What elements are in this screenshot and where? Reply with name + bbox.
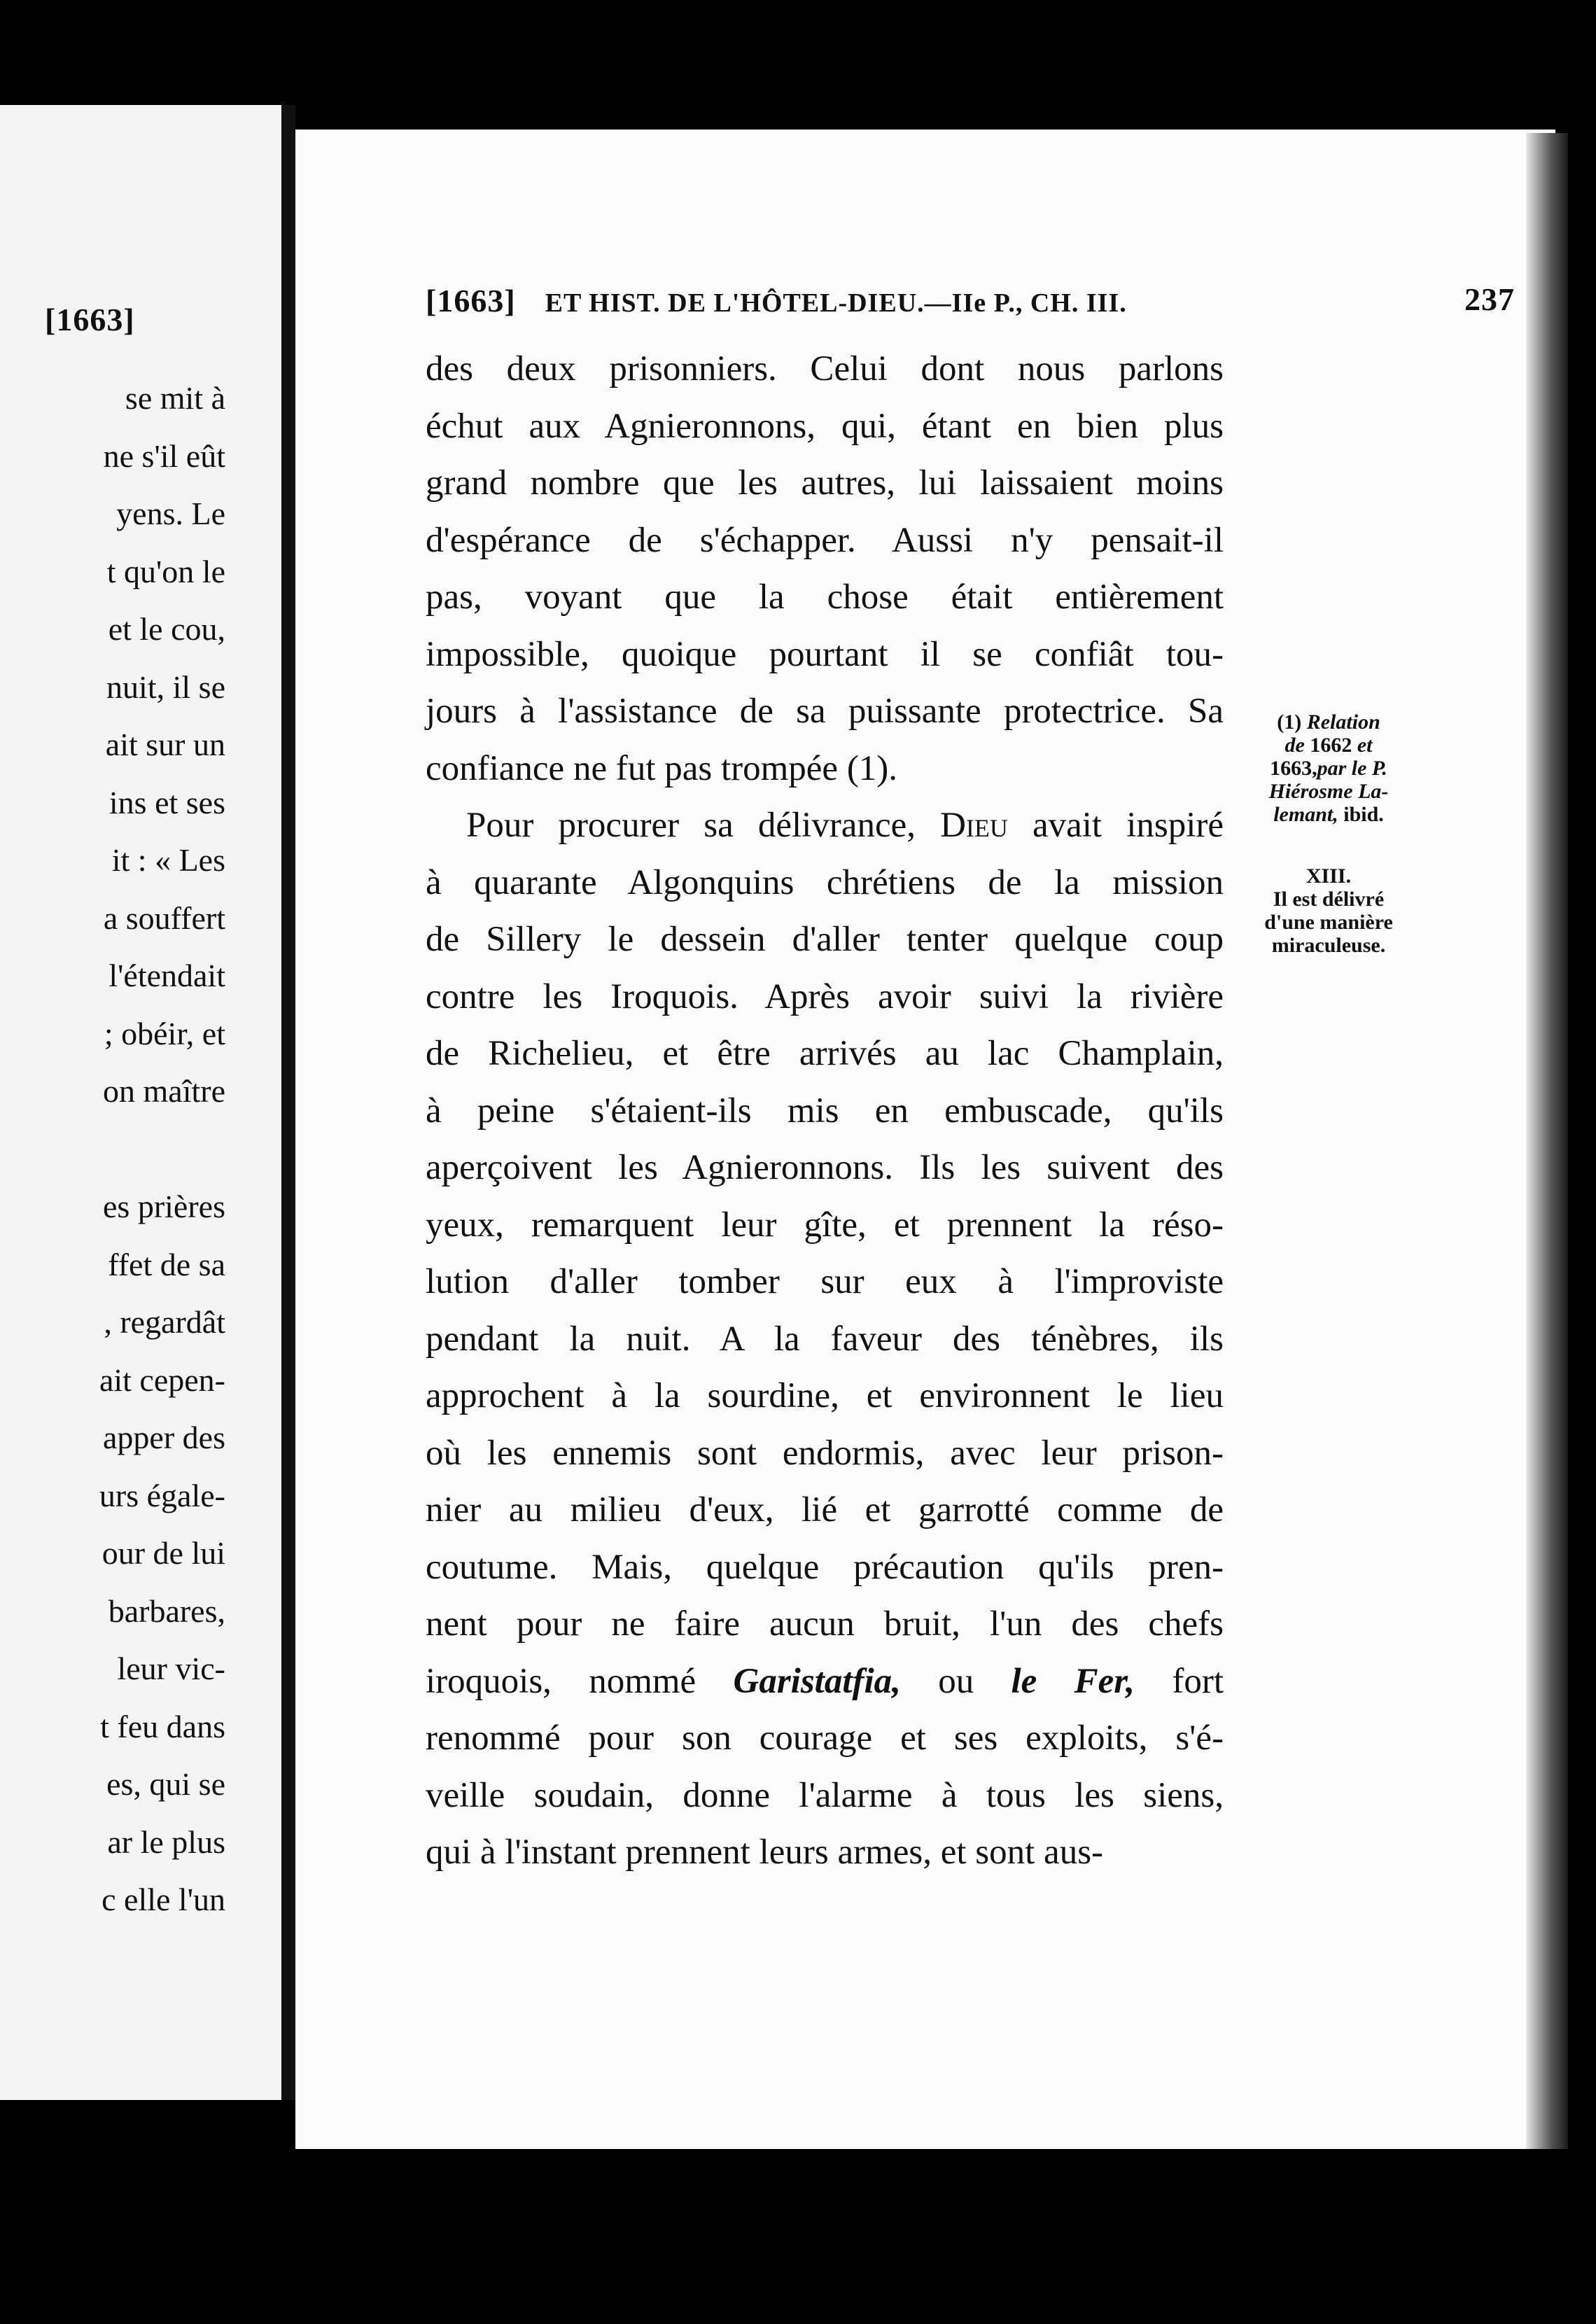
- text-line: nent pour ne faire aucun bruit, l'un des chefs: [426, 1604, 1224, 1644]
- text-line: aperçoivent les Agnieronnons. Ils les suivent des: [426, 1148, 1224, 1187]
- text-line: pas, voyant que la chose était entièrement: [426, 578, 1224, 617]
- left-text-line: ne s'il eût: [103, 438, 225, 474]
- paragraph-start-line: Pour procurer sa délivrance, Dieu avait inspiré: [466, 806, 1224, 845]
- left-text-line: , regardât: [104, 1304, 225, 1340]
- left-text-line: t feu dans: [100, 1708, 225, 1744]
- text-line: qui à l'instant prennent leurs armes, et sont aus-: [426, 1833, 1104, 1872]
- header-year: [1663]: [426, 283, 516, 318]
- text-line: jours à l'assistance de sa puissante protectrice. Sa: [426, 692, 1224, 731]
- book-gutter: [281, 105, 295, 2100]
- text-line: approchent à la sourdine, et environnent le lieu: [426, 1376, 1224, 1415]
- text-line: échut aux Agnieronnons, qui, étant en bien plus: [426, 406, 1224, 446]
- garistatfia-name: Garistatfia,: [733, 1661, 901, 1701]
- left-text-line: leur vic-: [117, 1651, 225, 1686]
- left-text-line: apper des: [103, 1420, 225, 1455]
- left-text-line: ins et ses: [108, 784, 225, 820]
- left-page-header: [1663]: [45, 302, 135, 337]
- text-line: impossible, quoique pourtant il se confiât tou-: [426, 634, 1224, 674]
- text-line: de Sillery le dessein d'aller tenter quelque coup: [426, 920, 1224, 959]
- text-line: coutume. Mais, quelque précaution qu'ils pren-: [426, 1547, 1224, 1587]
- left-text-line: es prières: [103, 1189, 225, 1224]
- left-text-line: c elle l'un: [102, 1882, 225, 1917]
- left-text-line: urs égale-: [99, 1477, 225, 1513]
- left-text-line: barbares,: [108, 1592, 225, 1629]
- left-text-line: it : « Les: [111, 842, 225, 878]
- body-text: [426, 341, 1224, 1882]
- left-text-line: et le cou,: [108, 611, 225, 647]
- text-line: à quarante Algonquins chrétiens de la mission: [426, 862, 1224, 902]
- side-note: XIII. Il est délivré d'une manière miraculeuse.: [1238, 864, 1420, 957]
- iroquois-name-line: iroquois, nommé Garistatfia, ou le Fer, fort: [426, 1661, 1224, 1701]
- left-text-line: es, qui se: [106, 1766, 225, 1802]
- page-number: 237: [1464, 281, 1515, 317]
- text-line: de Richelieu, et être arrivés au lac Champlain,: [426, 1034, 1224, 1073]
- left-text-line: yens. Le: [116, 496, 225, 531]
- left-text-line: ait cepen-: [99, 1362, 225, 1398]
- text-line: yeux, remarquent leur gîte, et prennent la réso-: [426, 1205, 1224, 1245]
- text-line: renommé pour son courage et ses exploits, s'é-: [426, 1718, 1224, 1758]
- left-text-line: t qu'on le: [106, 553, 225, 589]
- dieu-small-caps: Dieu: [940, 806, 1008, 845]
- left-text-line: our de lui: [102, 1535, 225, 1571]
- right-page: [295, 130, 1555, 2149]
- left-text-line: nuit, il se: [106, 668, 225, 705]
- left-text-line: a souffert: [103, 899, 225, 936]
- text-line: nier au milieu d'eux, lié et garrotté comme de: [426, 1490, 1224, 1530]
- left-text-line: se mit à: [125, 380, 225, 416]
- text-line: lution d'aller tomber sur eux à l'improviste: [426, 1262, 1224, 1301]
- left-text-line: ; obéir, et: [104, 1015, 225, 1051]
- page-edge-shadow: [1526, 133, 1568, 2149]
- left-text-line: l'étendait: [108, 958, 225, 993]
- header-title: ET HIST. DE L'HÔTEL-DIEU.—IIe P., CH. III.: [545, 288, 1127, 318]
- side-note-numeral: XIII.: [1306, 864, 1352, 888]
- footnote: (1) Relation de 1662 et 1663,par le P. Hiérosme La- lemant, ibid.: [1268, 710, 1389, 826]
- text-line: confiance ne fut pas trompée (1).: [426, 748, 898, 788]
- left-text-line: on maître: [103, 1073, 225, 1109]
- text-line: à peine s'étaient-ils mis en embuscade, qu'ils: [426, 1091, 1224, 1130]
- text-line: où les ennemis sont endormis, avec leur prison-: [426, 1433, 1224, 1473]
- text-line: contre les Iroquois. Après avoir suivi la rivière: [426, 976, 1224, 1016]
- text-line: grand nombre que les autres, lui laissaient moins: [426, 463, 1224, 503]
- left-text-line: ait sur un: [105, 727, 225, 762]
- left-page: [0, 105, 281, 2100]
- running-header: [426, 282, 1518, 319]
- text-line: pendant la nuit. A la faveur des ténèbres, ils: [426, 1319, 1224, 1359]
- text-line: des deux prisonniers. Celui dont nous parlons: [426, 349, 1224, 388]
- text-line: d'espérance de s'échapper. Aussi n'y pensait-il: [426, 520, 1224, 560]
- text-line: veille soudain, donne l'alarme à tous les siens,: [426, 1775, 1224, 1815]
- left-text-line: ffet de sa: [108, 1246, 225, 1282]
- left-text-line: ar le plus: [107, 1823, 225, 1860]
